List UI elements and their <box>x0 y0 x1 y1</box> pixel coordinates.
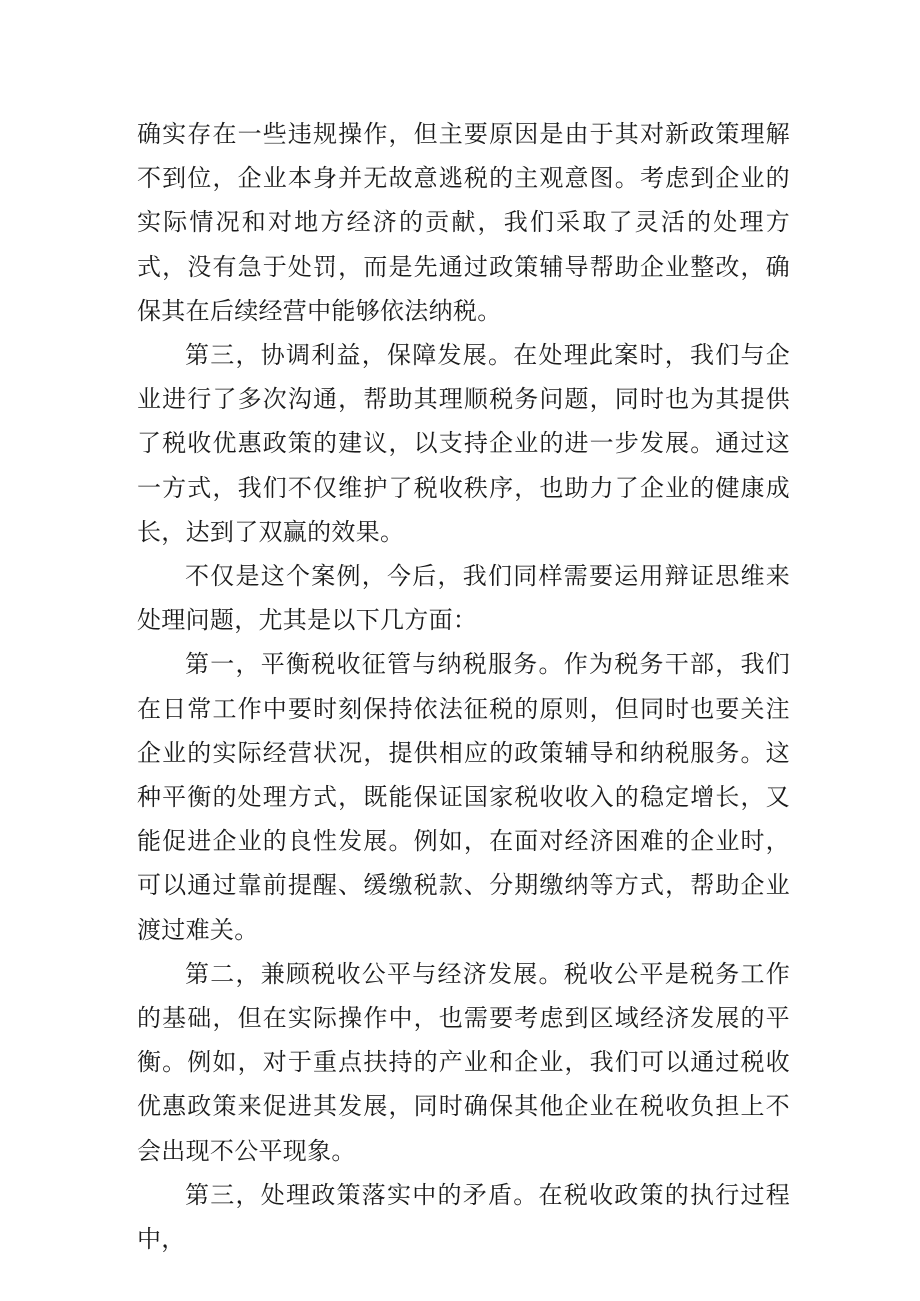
paragraph-point-one-balance: 第一，平衡税收征管与纳税服务。作为税务干部，我们在日常工作中要时刻保持依法征税的原则，但同时也要关注企业的实际经营状况，提供相应的政策辅导和纳税服务。这种平衡的处理方式，既能保证国家税收收入的稳定增长，又能促进企业的良性发展。例如，在面对经济困难的企业时，可以通过靠前提醒、缓缴税款、分期缴纳等方式，帮助企业渡过难关。 <box>137 650 790 944</box>
paragraph-point-three-contradictions: 第三，处理政策落实中的矛盾。在税收政策的执行过程中， <box>137 1180 790 1254</box>
paragraph-point-three-coordinate: 第三，协调利益，保障发展。在处理此案时，我们与企业进行了多次沟通，帮助其理顺税务问题，同时也为其提供了税收优惠政策的建议，以支持企业的进一步发展。通过这一方式，我们不仅维护了税收秩序，也助力了企业的健康成长，达到了双赢的效果。 <box>137 341 790 546</box>
paragraph-continuation: 确实存在一些违规操作，但主要原因是由于其对新政策理解不到位，企业本身并无故意逃税的主观意图。考虑到企业的实际情况和对地方经济的贡献，我们采取了灵活的处理方式，没有急于处罚，而是先通过政策辅导帮助企业整改，确保其在后续经营中能够依法纳税。 <box>137 120 790 325</box>
paragraph-point-two-fairness: 第二，兼顾税收公平与经济发展。税收公平是税务工作的基础，但在实际操作中，也需要考虑到区域经济发展的平衡。例如，对于重点扶持的产业和企业，我们可以通过税收优惠政策来促进其发展，同时确保其他企业在税收负担上不会出现不公平现象。 <box>137 959 790 1165</box>
paragraph-future-aspects: 不仅是这个案例，今后，我们同样需要运用辩证思维来处理问题，尤其是以下几方面： <box>137 562 790 635</box>
document-body <box>137 112 790 1261</box>
